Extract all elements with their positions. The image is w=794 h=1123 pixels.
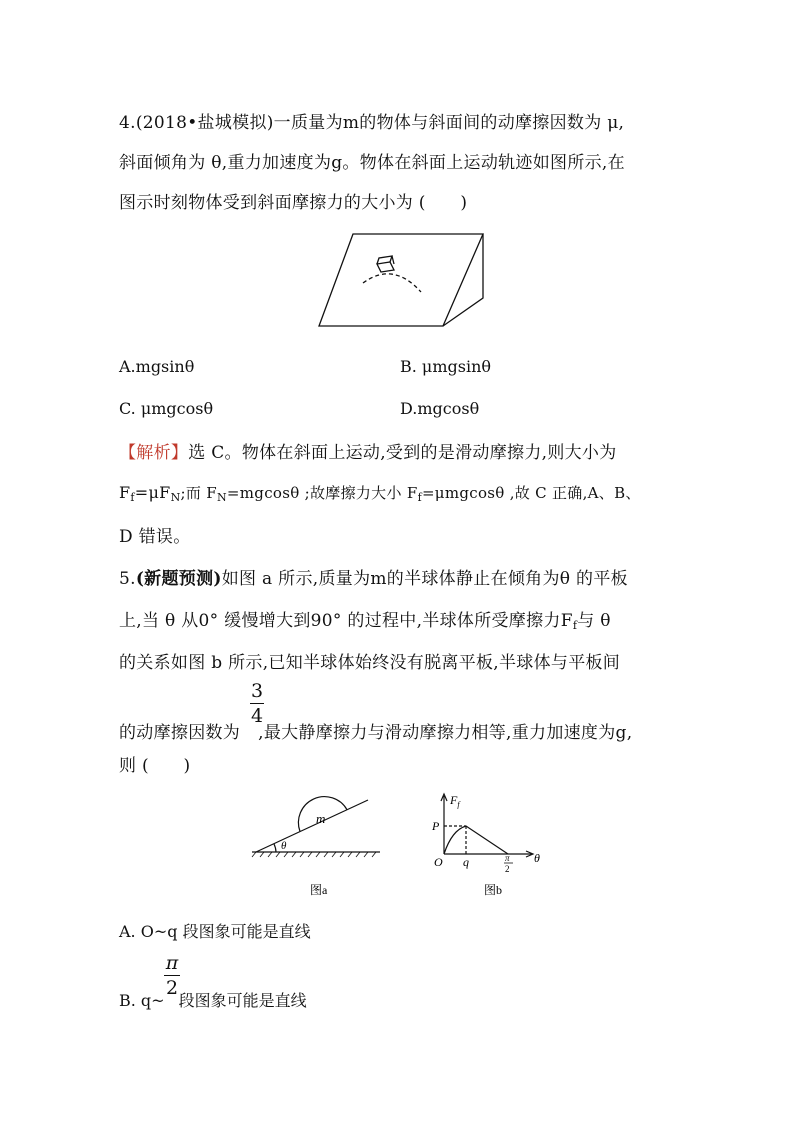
inclined-board	[256, 800, 368, 852]
figure-a	[248, 790, 388, 900]
incline-figure	[315, 226, 515, 336]
q4-line-2: 斜面倾角为 θ,重力加速度为g。物体在斜面上运动轨迹如图所示,在	[119, 153, 625, 173]
fraction-pi-over-two: π 2	[165, 952, 179, 999]
q5-line-3: 的关系如图 b 所示,已知半球体始终没有脱离平板,半球体与平板间	[119, 653, 621, 673]
figure-a-caption: 图a	[310, 883, 328, 897]
two-label: 2	[505, 864, 510, 874]
q5-line-2: 上,当 θ 从0° 缓慢增大到90° 的过程中,半球体所受摩擦力$F_f$与 θ	[119, 611, 611, 632]
fraction-three-quarters: 3 4	[250, 680, 264, 727]
q4-option-d: D.mgcosθ	[400, 399, 480, 418]
q4-option-b: B. μmgsinθ	[400, 357, 492, 376]
pi-label: π	[505, 853, 510, 863]
q4-option-a: A.mgsinθ	[119, 357, 195, 376]
q5-line-4: 的动摩擦因数为 ,最大静摩擦力与滑动摩擦力相等,重力加速度为g,	[119, 723, 633, 743]
solution-line-1	[119, 438, 617, 463]
solution-tag: 【解析】	[119, 443, 189, 463]
q5-option-b: B. q~ 段图象可能是直线	[119, 991, 307, 1010]
solution-text-1: 选 C。物体在斜面上运动,受到的是滑动摩擦力,则大小为	[188, 443, 617, 463]
solution-line-2: $F_f=\mu F_N$;而 $F_N=mgcos\theta$ ;故摩擦力大小 $F_f=\mu mgcos\theta$ ,故 C 正确,A、B、	[119, 483, 641, 504]
q5-tag: (新题预测)	[135, 569, 222, 589]
trajectory	[363, 274, 421, 292]
block	[377, 262, 394, 272]
q4-line-1: 4.(2018•盐城模拟)一质量为m的物体与斜面间的动摩擦因数为 μ,	[119, 113, 625, 133]
figure-b	[420, 788, 560, 903]
q4-line-3: 图示时刻物体受到斜面摩擦力的大小为 ( )	[119, 193, 468, 213]
solution-line-3: D 错误。	[119, 527, 191, 547]
svg-text:Ff: $F_f$	[450, 793, 460, 809]
mass-label: m	[316, 811, 326, 826]
figure-b-caption: 图b	[484, 883, 503, 897]
q-label: q	[463, 855, 469, 869]
q5-line-1: 5.(新题预测)如图 a 所示,质量为m的半球体静止在倾角为θ 的平板	[119, 569, 628, 589]
angle-label: θ	[281, 840, 287, 852]
origin-label: O	[434, 855, 443, 869]
p-label: P	[432, 819, 440, 833]
angle-arc	[274, 844, 276, 852]
q5-option-a: A. O~q 段图象可能是直线	[119, 922, 311, 941]
incline-surface	[319, 234, 483, 326]
q5-line-5: 则 ( )	[119, 756, 191, 776]
y-axis-label: F	[450, 793, 458, 807]
x-axis-label: θ	[534, 851, 540, 865]
friction-curve	[444, 826, 508, 854]
q4-option-c: C. μmgcosθ	[119, 399, 214, 418]
